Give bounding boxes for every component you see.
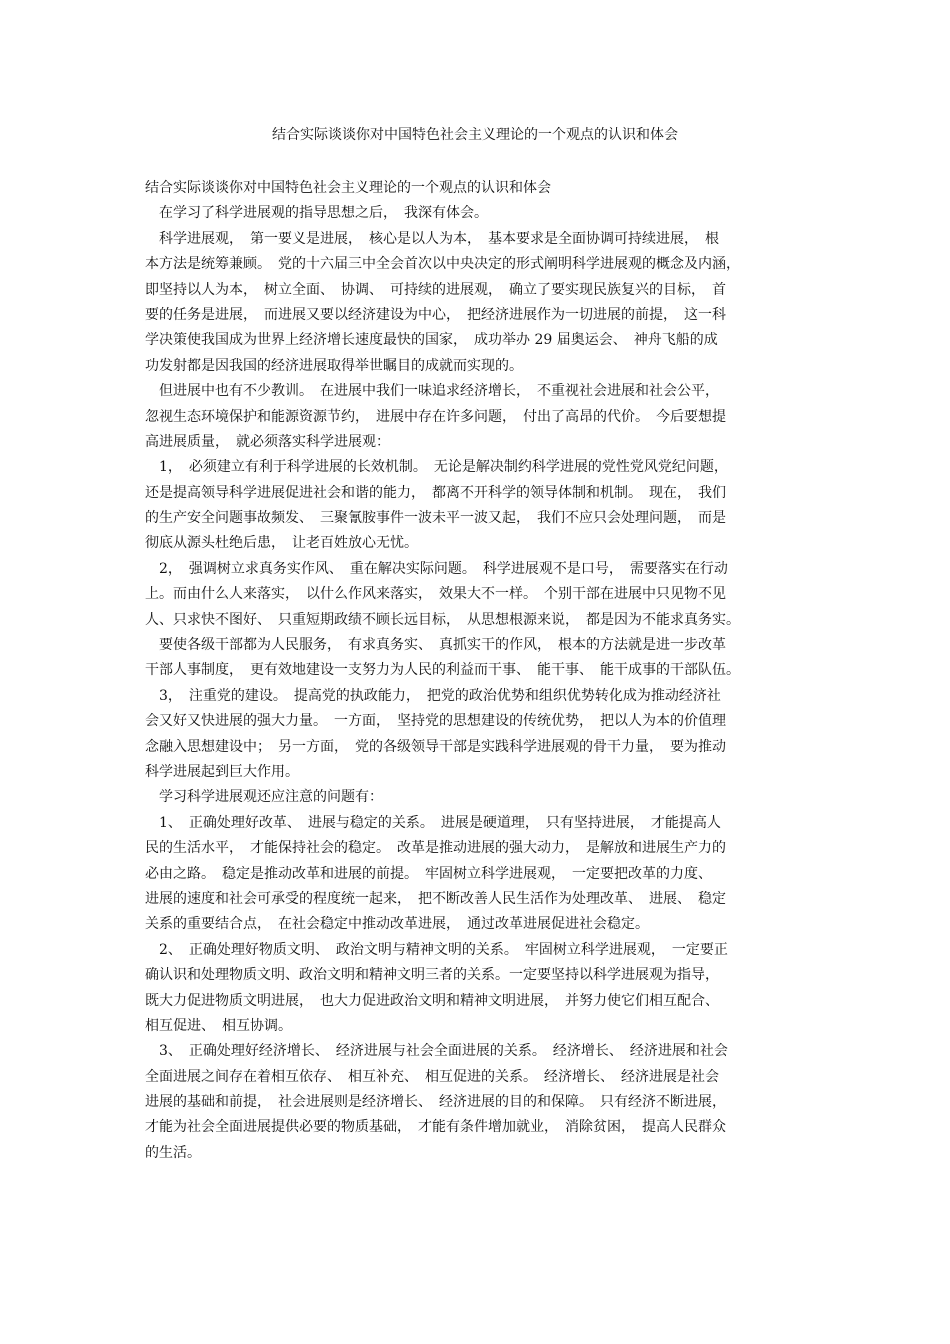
text-line: 学决策使我国成为世界上经济增长速度最快的国家， 成功举办 29 届奥运会、 神舟飞船的成 (145, 332, 718, 349)
text-line: 的生产安全问题事故频发、 三聚氰胺事件一波未平一波又起， 我们不应只会处理问题， 而是 (145, 510, 726, 527)
text-line: 会又好又快进展的强大力量。 一方面， 坚持党的思想建设的传统优势， 把以人为本的价值理 (145, 713, 726, 730)
text-line: 高进展质量， 就必须落实科学进展观： (145, 433, 390, 450)
text-line: 要使各级干部都为人民服务， 有求真务实、 真抓实干的作风， 根本的方法就是进一步改革 (145, 637, 726, 654)
text-line: 民的生活水平， 才能保持社会的稳定。 改革是推动进展的强大动力， 是解放和进展生产力的 (145, 840, 726, 857)
document-body (145, 176, 820, 1166)
text-line: 念融入思想建设中； 另一方面， 党的各级领导干部是实践科学进展观的骨干力量， 要为推动 (145, 738, 726, 755)
text-line: 科学进展观， 第一要义是进展， 核心是以人为本， 基本要求是全面协调可持续进展， 根 (145, 230, 719, 247)
text-line: 确认识和处理物质文明、政治文明和精神文明三者的关系。一定要坚持以科学进展观为指导， (145, 967, 719, 984)
text-line: 要的任务是进展， 而进展又要以经济建设为中心， 把经济进展作为一切进展的前提， 这一科 (145, 306, 726, 323)
text-line: 3， 注重党的建设。 提高党的执政能力， 把党的政治优势和组织优势转化成为推动经济社 (145, 687, 721, 704)
text-line: 科学进展起到巨大作用。 (145, 763, 299, 780)
text-line: 即坚持以人为本， 树立全面、 协调、 可持续的进展观， 确立了要实现民族复兴的目标， 首 (145, 281, 726, 298)
text-line: 学习科学进展观还应注意的问题有： (145, 789, 383, 806)
text-line: 人、只求快不图好、 只重短期政绩不顾长远目标， 从思想根源来说， 都是因为不能求真务实。 (145, 611, 740, 628)
text-line: 2、 正确处理好物质文明、 政治文明与精神文明的关系。 牢固树立科学进展观， 一定要正 (145, 941, 728, 958)
text-line: 3、 正确处理好经济增长、 经济进展与社会全面进展的关系。 经济增长、 经济进展和社会 (145, 1043, 728, 1060)
text-line: 忽视生态环境保护和能源资源节约， 进展中存在许多问题， 付出了高昂的代价。 今后要想提 (145, 408, 726, 425)
text-line: 进展的基础和前提， 社会进展则是经济增长、 经济进展的目的和保障。 只有经济不断进展， (145, 1094, 726, 1111)
text-line: 既大力促进物质文明进展， 也大力促进政治文明和精神文明进展， 并努力使它们相互配合、 (145, 992, 719, 1009)
text-line: 相互促进、 相互协调。 (145, 1017, 292, 1034)
text-line: 关系的重要结合点， 在社会稳定中推动改革进展， 通过改革进展促进社会稳定。 (145, 916, 649, 933)
text-line: 进展的速度和社会可承受的程度统一起来， 把不断改善人民生活作为处理改革、 进展、 稳定 (145, 890, 726, 907)
text-line: 在学习了科学进展观的指导思想之后， 我深有体会。 (145, 205, 488, 222)
text-line: 必由之路。 稳定是推动改革和进展的前提。 牢固树立科学进展观， 一定要把改革的力度、 (145, 865, 712, 882)
text-line: 全面进展之间存在着相互依存、 相互补充、 相互促进的关系。 经济增长、 经济进展是社会 (145, 1068, 719, 1085)
text-line: 功发射都是因我国的经济进展取得举世瞩目的成就而实现的。 (145, 357, 523, 374)
text-line: 干部人事制度， 更有效地建设一支努力为人民的利益而干事、 能干事、 能干成事的干部队伍。 (145, 662, 740, 679)
text-line: 彻底从源头杜绝后患， 让老百姓放心无忧。 (145, 535, 418, 552)
text-line: 结合实际谈谈你对中国特色社会主义理论的一个观点的认识和体会 (145, 180, 551, 196)
text-line: 还是提高领导科学进展促进社会和谐的能力， 都离不开科学的领导体制和机制。 现在， 我们 (145, 484, 726, 501)
text-line: 1， 必须建立有利于科学进展的长效机制。 无论是解决制约科学进展的党性党风党纪问题， (145, 459, 728, 476)
page-title: 结合实际谈谈你对中国特色社会主义理论的一个观点的认识和体会 (272, 127, 678, 143)
text-line: 2， 强调树立求真务实作风、 重在解决实际问题。 科学进展观不是口号， 需要落实在行动 (145, 560, 728, 577)
text-line: 上。而由什么人来落实， 以什么作风来落实， 效果大不一样。 个别干部在进展中只见物不见 (145, 586, 726, 603)
text-line: 但进展中也有不少教训。 在进展中我们一味追求经济增长， 不重视社会进展和社会公平， (145, 383, 719, 400)
text-line: 的生活。 (145, 1144, 201, 1161)
text-line: 本方法是统筹兼顾。 党的十六届三中全会首次以中央决定的形式阐明科学进展观的概念及内涵， (145, 256, 740, 273)
text-line: 1、 正确处理好改革、 进展与稳定的关系。 进展是硬道理， 只有坚持进展， 才能提高人 (145, 814, 721, 831)
text-line: 才能为社会全面进展提供必要的物质基础， 才能有条件增加就业， 消除贫困， 提高人民群众 (145, 1119, 726, 1136)
